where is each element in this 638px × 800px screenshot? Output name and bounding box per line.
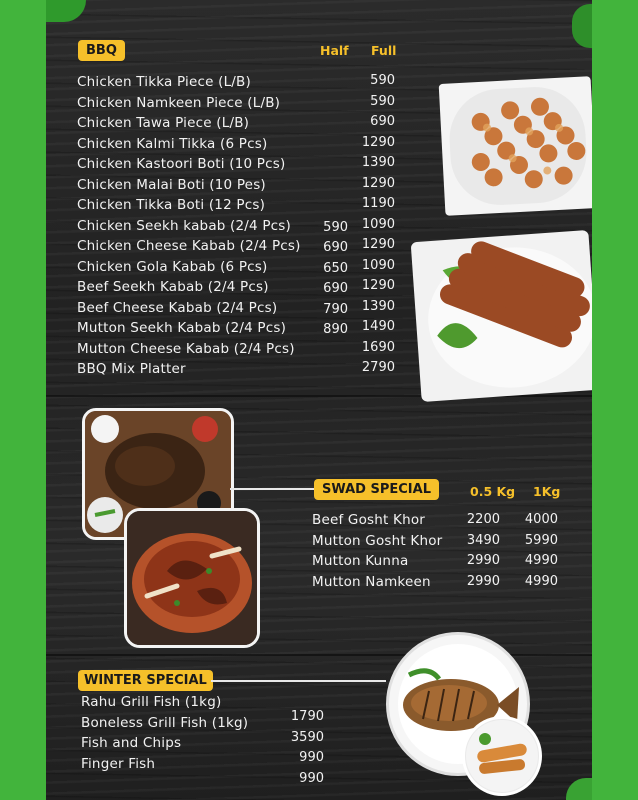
bbq-item-full-price: 1390 bbox=[361, 298, 395, 314]
winter-item-price: 990 bbox=[299, 770, 324, 786]
winter-item-name: Finger Fish bbox=[81, 755, 156, 772]
swad-item-name: Mutton Gosht Khor bbox=[312, 532, 443, 549]
swad-item-name: Beef Gosht Khor bbox=[312, 512, 426, 528]
bbq-item-name: Mutton Seekh Kabab (2/4 Pcs) bbox=[77, 320, 287, 336]
chicken-tikka-skewers-photo bbox=[439, 76, 592, 216]
bbq-item-half-price: 790 bbox=[323, 301, 348, 317]
bbq-item-half-price: 890 bbox=[323, 322, 348, 337]
bbq-item-name: Chicken Tikka Piece (L/B) bbox=[77, 74, 251, 90]
bbq-item-full-price: 1290 bbox=[361, 175, 395, 191]
swad-col-one-kg: 1Kg bbox=[533, 484, 561, 499]
winter-item-price: 990 bbox=[299, 750, 324, 765]
bbq-item-name: Chicken Seekh kabab (2/4 Pcs) bbox=[77, 217, 291, 234]
swad-item-half-kg-price: 2200 bbox=[466, 512, 500, 527]
bbq-item-full-price: 1090 bbox=[361, 257, 395, 273]
bbq-item-full-price: 1290 bbox=[361, 278, 395, 293]
finger-fish-photo bbox=[462, 716, 542, 796]
bbq-item-name: Chicken Kalmi Tikka (6 Pcs) bbox=[77, 135, 268, 152]
bbq-item-name: BBQ Mix Platter bbox=[77, 361, 186, 377]
bbq-item-full-price: 1290 bbox=[361, 237, 395, 252]
bbq-col-full: Full bbox=[371, 43, 397, 58]
seekh-kabab-photo bbox=[411, 230, 592, 402]
swad-item-one-kg-price: 5990 bbox=[524, 532, 558, 548]
winter-item-name: Fish and Chips bbox=[81, 735, 182, 751]
bbq-item-name: Mutton Cheese Kabab (2/4 Pcs) bbox=[77, 340, 295, 357]
bbq-item-name: Chicken Tawa Piece (L/B) bbox=[77, 115, 250, 131]
swad-col-half-kg: 0.5 Kg bbox=[470, 484, 516, 499]
winter-item-name: Rahu Grill Fish (1kg) bbox=[81, 694, 222, 710]
swad-item-one-kg-price: 4990 bbox=[524, 553, 558, 568]
bbq-item-name: Chicken Gola Kabab (6 Pcs) bbox=[77, 258, 268, 275]
winter-connector-line bbox=[211, 680, 386, 682]
winter-title: WINTER SPECIAL bbox=[78, 670, 213, 691]
bbq-item-full-price: 1090 bbox=[361, 216, 395, 232]
bbq-item-full-price: 1190 bbox=[361, 196, 395, 211]
leaf-decoration bbox=[566, 778, 592, 800]
bbq-item-name: Chicken Kastoori Boti (10 Pcs) bbox=[77, 156, 286, 172]
swad-item-half-kg-price: 2990 bbox=[466, 553, 500, 568]
swad-item-one-kg-price: 4990 bbox=[524, 573, 558, 589]
swad-item-half-kg-price: 3490 bbox=[466, 532, 500, 548]
menu-board bbox=[46, 0, 592, 800]
swad-item-one-kg-price: 4000 bbox=[524, 512, 558, 527]
bbq-item-name: Chicken Cheese Kabab (2/4 Pcs) bbox=[77, 238, 301, 254]
leaf-decoration bbox=[46, 0, 86, 22]
mutton-kunna-bowl-photo bbox=[124, 508, 260, 648]
winter-item-price: 1790 bbox=[290, 709, 324, 724]
bbq-item-half-price: 650 bbox=[323, 260, 348, 276]
bbq-item-full-price: 1490 bbox=[361, 319, 395, 334]
swad-item-half-kg-price: 2990 bbox=[466, 573, 500, 589]
swad-item-name: Mutton Namkeen bbox=[312, 573, 431, 590]
bbq-item-full-price: 1390 bbox=[361, 155, 395, 170]
bbq-item-full-price: 690 bbox=[370, 114, 395, 129]
bbq-item-name: Beef Cheese Kabab (2/4 Pcs) bbox=[77, 299, 278, 316]
bbq-item-full-price: 590 bbox=[370, 73, 395, 88]
bbq-item-name: Chicken Namkeen Piece (L/B) bbox=[77, 94, 281, 111]
bbq-item-half-price: 690 bbox=[323, 240, 348, 255]
bbq-item-name: Chicken Malai Boti (10 Pes) bbox=[77, 176, 266, 193]
bbq-item-full-price: 1290 bbox=[361, 134, 395, 150]
swad-title: SWAD SPECIAL bbox=[314, 479, 439, 500]
bbq-item-half-price: 690 bbox=[323, 281, 348, 296]
swad-item-name: Mutton Kunna bbox=[312, 553, 409, 569]
bbq-item-full-price: 590 bbox=[370, 93, 395, 109]
bbq-item-full-price: 1690 bbox=[361, 339, 395, 355]
bbq-col-half: Half bbox=[320, 43, 349, 58]
bbq-item-half-price: 590 bbox=[323, 219, 348, 235]
bbq-item-name: Chicken Tikka Boti (12 Pcs) bbox=[77, 197, 266, 213]
swad-connector-line bbox=[230, 488, 318, 490]
winter-item-price: 3590 bbox=[290, 729, 324, 745]
bbq-item-name: Beef Seekh Kabab (2/4 Pcs) bbox=[77, 279, 269, 295]
bbq-title: BBQ bbox=[78, 40, 125, 61]
bbq-item-full-price: 2790 bbox=[361, 360, 395, 375]
winter-item-name: Boneless Grill Fish (1kg) bbox=[81, 714, 249, 731]
